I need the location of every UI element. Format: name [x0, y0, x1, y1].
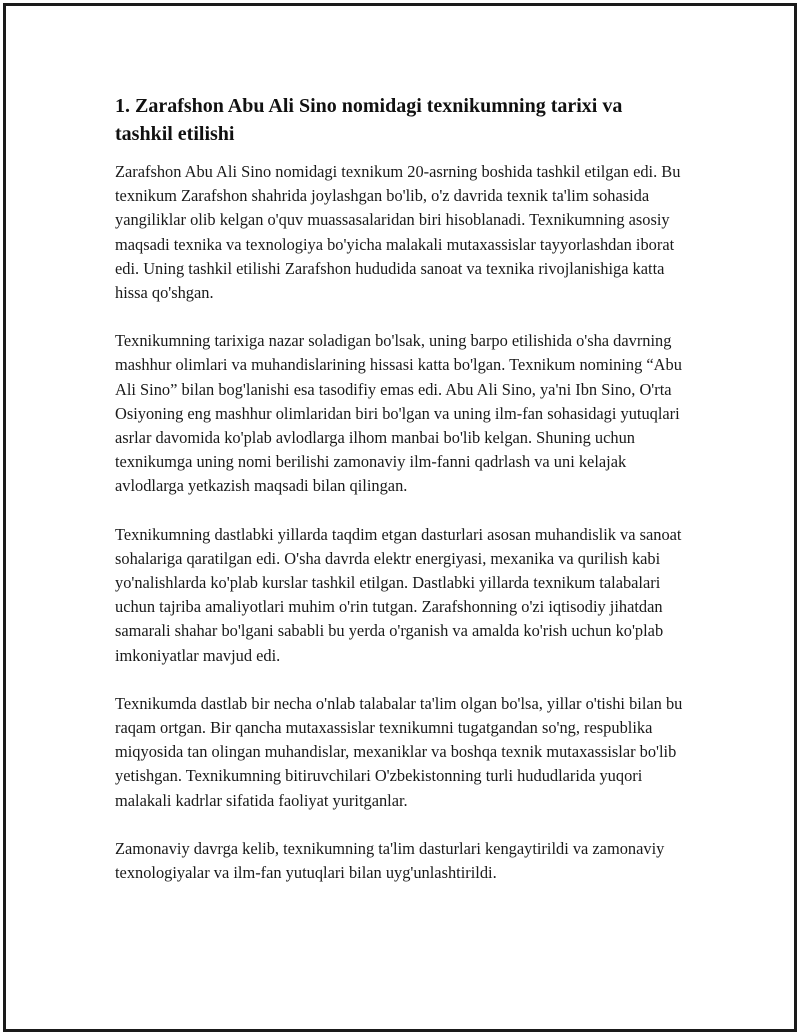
paragraph-2: Texnikumning tarixiga nazar soladigan bo'lsak, uning barpo etilishida o'sha davrning mashhur olimlari va muhandislarining hissasi katta bo'lgan. Texnikum nomining “Abu Ali Sino” bilan bog'lanishi esa tasodifiy emas edi. Abu Ali Sino, ya'ni Ibn Sino, O'rta Osiyoning eng mashhur olimlaridan biri bo'lgan va uning ilm-fan sohasidagi yutuqlari asrlar davomida ko'plab avlodlarga ilhom manbai bo'lib kelgan. Shuning uchun texnikumga uning nomi berilishi zamonaviy ilm-fanni qadrlash va uni kelajak avlodlarga yetkazish maqsadi bilan qilingan. [115, 331, 682, 496]
section-heading: 1. Zarafshon Abu Ali Sino nomidagi texnikumning tarixi va tashkil etilishi [115, 95, 623, 145]
paragraph-5: Zamonaviy davrga kelib, texnikumning ta'lim dasturlari kengaytirildi va zamonaviy texnologiyalar va ilm-fan yutuqlari bilan uyg'unlashtirildi. [115, 838, 665, 883]
document-body [115, 92, 685, 909]
paragraph-3: Texnikumning dastlabki yillarda taqdim etgan dasturlari asosan muhandislik va sanoat sohalariga qaratilgan edi. O'sha davrda elektr energiyasi, mexanika va qurilish kabi yo'nalishlarda ko'plab kurslar tashkil etilgan. Dastlabki yillarda texnikum talabalari uchun tajriba amaliyotlari muhim o'rin tutgan. Zarafshonning o'zi iqtisodiy jihatdan samarali shahar bo'lgani sababli bu yerda o'rganish va amalda ko'rish uchun ko'plab imkoniyatlar mavjud edi. [115, 524, 682, 665]
paragraph-4: Texnikumda dastlab bir necha o'nlab talabalar ta'lim olgan bo'lsa, yillar o'tishi bilan bu raqam ortgan. Bir qancha mutaxassislar texnikumni tugatgandan so'ng, respublika miqyosida tan olingan muhandislar, mexaniklar va boshqa texnik mutaxassislar bo'lib yetishgan. Texnikumning bitiruvchilari O'zbekistonning turli hududlarida yuqori malakali kadrlar sifatida faoliyat yuritganlar. [115, 693, 683, 810]
paragraph-1: Zarafshon Abu Ali Sino nomidagi texnikum 20-asrning boshida tashkil etilgan edi. Bu texnikum Zarafshon shahrida joylashgan bo'lib, o'z davrida texnik ta'lim sohasida yangiliklar olib kelgan o'quv muassasalaridan biri hisoblanadi. Texnikumning asosiy maqsadi texnika va texnologiya bo'yicha malakali mutaxassislar tayyorlashdan iborat edi. Uning tashkil etilishi Zarafshon hududida sanoat va texnika rivojlanishiga katta hissa qo'shgan. [115, 162, 681, 303]
